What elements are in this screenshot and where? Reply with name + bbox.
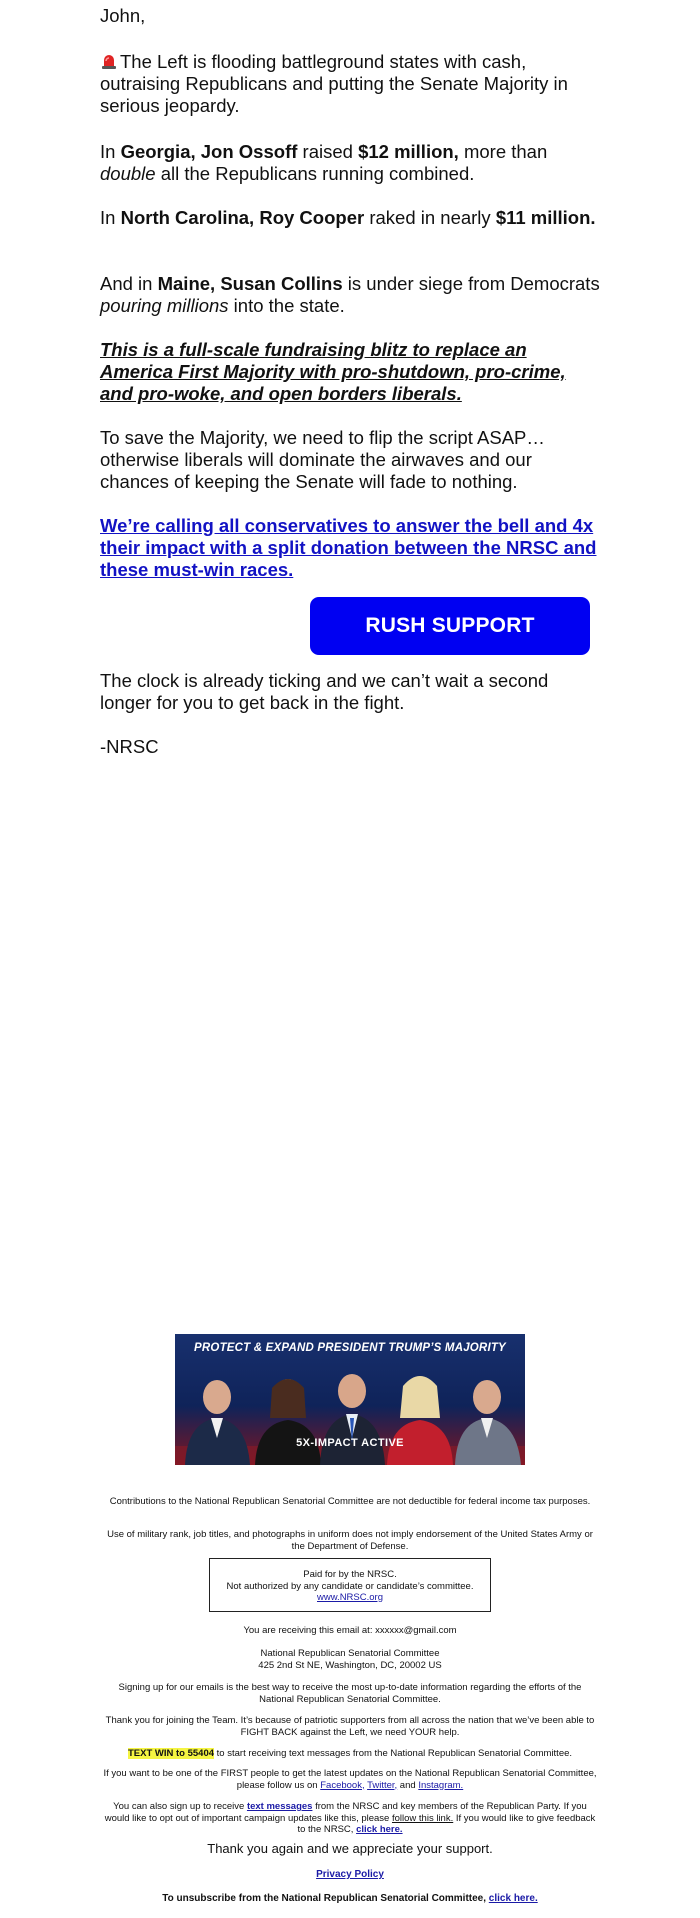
text: In [100, 207, 121, 228]
text: raised [297, 141, 359, 162]
georgia-amount: $12 million, [358, 141, 459, 162]
tax-disclaimer: Contributions to the National Republican Senatorial Committee are not deductible for federal income tax purposes. [109, 1496, 591, 1507]
signoff: -NRSC [100, 736, 159, 757]
text: and [397, 1779, 419, 1791]
optout-link[interactable]: follow this link. [391, 1812, 454, 1824]
banner-subtitle: 5X-IMPACT ACTIVE [296, 1437, 404, 1449]
paragraph-north-carolina [100, 207, 600, 229]
follow-us [100, 1768, 600, 1791]
nc-name: North Carolina, Roy Cooper [120, 207, 365, 228]
text-optin [100, 1748, 600, 1760]
org-address-block [100, 1648, 600, 1671]
paragraph-georgia [100, 141, 600, 185]
text: into the state. [228, 295, 345, 316]
paragraph-save-majority: To save the Majority, we need to flip the script ASAP… otherwise liberals will dominate the airwaves and our chances of keeping the Senate will fade to nothing. [100, 427, 545, 492]
feedback-link[interactable]: click here. [356, 1824, 403, 1835]
emphasis: pouring millions [100, 295, 229, 316]
thanks-team-text: Thank you for joining the Team. It’s because of patriotic supporters from all across the nation that we’ve been able to FIGHT BACK against the Left, we need YOUR help. [105, 1715, 595, 1738]
paid-line-1: Paid for by the NRSC. [303, 1569, 397, 1580]
greeting: John, [100, 5, 146, 26]
siren-icon [100, 52, 118, 70]
privacy-policy-wrap [100, 1869, 600, 1880]
paid-for-box [209, 1558, 491, 1612]
unsubscribe-link[interactable]: click here. [488, 1893, 538, 1904]
paid-line-2: Not authorized by any candidate or candidate’s committee. [226, 1580, 474, 1592]
text-messages-link[interactable]: text messages [246, 1801, 313, 1812]
facebook-link[interactable]: Facebook, [320, 1779, 365, 1791]
maine-name: Maine, Susan Collins [157, 273, 343, 294]
text-win-highlight: TEXT WIN to 55404 [127, 1748, 215, 1759]
nc-amount: $11 million. [495, 207, 596, 228]
text: to start receiving text messages from the National Republican Senatorial Committee. [214, 1748, 573, 1759]
military-disclaimer: Use of military rank, job titles, and photographs in uniform does not imply endorsement of the United States Army or the Department of Defense. [107, 1529, 593, 1552]
donate-link[interactable]: We’re calling all conservatives to answer the bell and 4x their impact with a split donation between the NRSC and these must-win races. [100, 515, 597, 580]
org-name: National Republican Senatorial Committee [260, 1648, 440, 1659]
receiving-email: You are receiving this email at: xxxxxx@gmail.com [243, 1625, 457, 1636]
nrsc-website-link[interactable]: www.NRSC.org [317, 1592, 383, 1603]
sms-optout [100, 1801, 600, 1836]
paragraph-blitz: This is a full-scale fundraising blitz to replace an America First Majority with pro-shutdown, pro-crime, and pro-woke, and open borders liberals. [100, 339, 566, 404]
text: In [100, 141, 121, 162]
text: If you would like to give feedback to the NRSC, [297, 1812, 596, 1835]
emphasis: double [100, 163, 156, 184]
candidates-banner[interactable] [175, 1334, 525, 1465]
intro-text: The Left is flooding battleground states with cash, outraising Republicans and putting the Senate Majority in serious jeopardy. [100, 51, 568, 116]
text: all the Republicans running combined. [155, 163, 475, 184]
privacy-policy-link[interactable]: Privacy Policy [316, 1869, 384, 1880]
text: You can also sign up to receive [113, 1801, 247, 1812]
paragraph-intro [100, 51, 600, 117]
rush-support-button[interactable]: RUSH SUPPORT [310, 597, 590, 655]
signup-text: Signing up for our emails is the best way to receive the most up-to-date information regarding the efforts of the National Republican Senatorial Committee. [118, 1682, 582, 1705]
paragraph-maine [100, 273, 600, 317]
text: And in [100, 273, 158, 294]
text: To unsubscribe from the National Republican Senatorial Committee, [162, 1893, 489, 1904]
banner-title: PROTECT & EXPAND PRESIDENT TRUMP’S MAJORITY [194, 1342, 506, 1354]
text: from the NRSC and key members of the Republican Party. If you would like to opt out of important campaign updates like this, please [104, 1801, 587, 1824]
text: If you want to be one of the FIRST people to get the latest updates on the National Republican Senatorial Committee, please follow us on [103, 1768, 597, 1791]
thanks-support: Thank you again and we appreciate your support. [207, 1841, 493, 1856]
georgia-name: Georgia, Jon Ossoff [120, 141, 298, 162]
unsubscribe [100, 1893, 600, 1904]
text: raked in nearly [364, 207, 496, 228]
instagram-link[interactable]: Instagram. [418, 1779, 464, 1791]
text: more than [458, 141, 548, 162]
text: is under siege from Democrats [342, 273, 600, 294]
org-address: 425 2nd St NE, Washington, DC, 20002 US [258, 1659, 442, 1671]
paragraph-clock: The clock is already ticking and we can’t wait a second longer for you to get back in the fight. [100, 670, 549, 713]
twitter-link[interactable]: Twitter, [367, 1779, 398, 1791]
